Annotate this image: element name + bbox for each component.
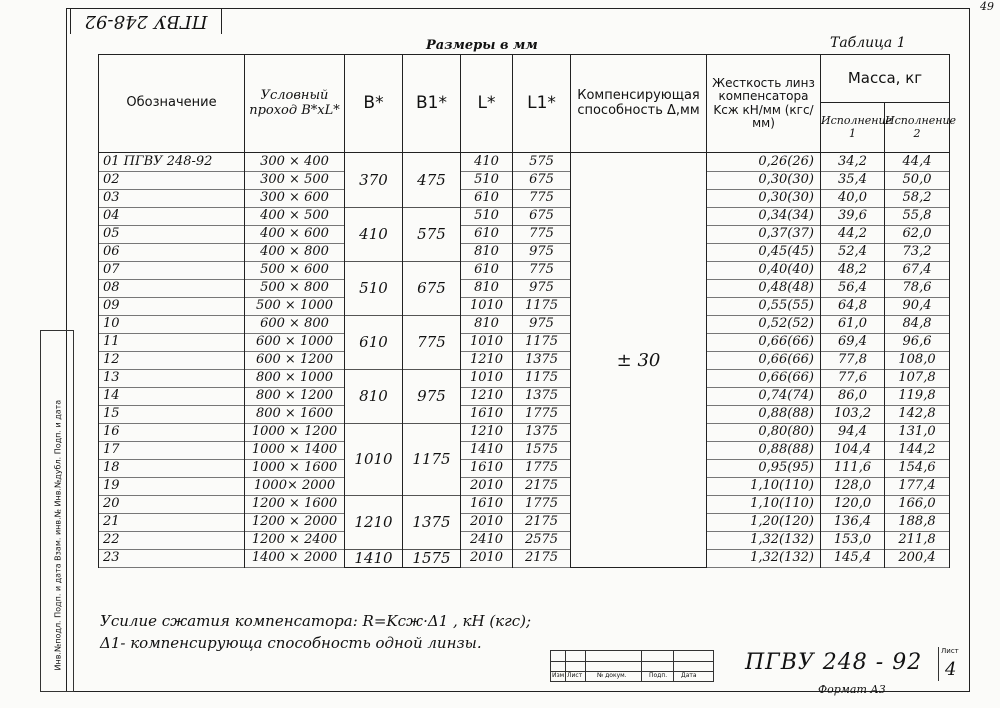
row-l1: 1775 <box>513 459 570 478</box>
row-stiffness: 0,26(26) <box>707 153 820 172</box>
row-mass2: 67,4 <box>885 261 949 280</box>
row-passage: 1000 × 1200 <box>245 423 344 442</box>
b1-cell <box>403 153 460 567</box>
row-l: 1010 <box>461 333 512 352</box>
row-stiffness: 1,20(120) <box>707 513 820 532</box>
row-l: 1010 <box>461 297 512 316</box>
row-designation: 02 <box>99 171 244 190</box>
row-stiffness: 0,74(74) <box>707 387 820 406</box>
col-mass-v2: Исполнение 2 <box>885 103 950 153</box>
row-l: 610 <box>461 225 512 244</box>
row-mass1: 44,2 <box>821 225 884 244</box>
row-l: 610 <box>461 189 512 208</box>
group-b: 1210 <box>354 513 393 531</box>
row-l1: 1175 <box>513 297 570 316</box>
group-b: 1010 <box>354 450 393 468</box>
row-designation: 21 <box>99 513 244 532</box>
table-name: Таблица 1 <box>830 35 906 51</box>
row-l: 1010 <box>461 369 512 388</box>
stamp-label-izm: Изм <box>552 672 565 679</box>
passage-cell <box>245 153 344 567</box>
col-l: L* <box>461 55 513 153</box>
row-designation: 04 <box>99 207 244 226</box>
row-stiffness: 0,45(45) <box>707 243 820 262</box>
group-b: 370 <box>359 171 388 189</box>
row-stiffness: 1,10(110) <box>707 495 820 514</box>
row-l1: 675 <box>513 207 570 226</box>
row-mass1: 111,6 <box>821 459 884 478</box>
row-designation: 17 <box>99 441 244 460</box>
document-code: ПГВУ 248 - 92 <box>745 650 923 675</box>
row-l: 510 <box>461 207 512 226</box>
row-passage: 1000 × 1600 <box>245 459 344 478</box>
row-designation: 05 <box>99 225 244 244</box>
row-mass2: 96,6 <box>885 333 949 352</box>
side-stamp <box>40 330 74 692</box>
row-passage: 500 × 800 <box>245 279 344 298</box>
group-b: 510 <box>359 279 388 297</box>
row-passage: 800 × 1200 <box>245 387 344 406</box>
row-l: 810 <box>461 315 512 334</box>
group-b1: 1575 <box>412 549 451 567</box>
row-mass2: 211,8 <box>885 531 949 550</box>
row-mass1: 39,6 <box>821 207 884 226</box>
row-stiffness: 1,10(110) <box>707 477 820 496</box>
row-designation: 09 <box>99 297 244 316</box>
row-l1: 975 <box>513 279 570 298</box>
group-b: 410 <box>359 225 388 243</box>
col-compensation: Компенсирующая способность Δ,мм <box>571 55 707 153</box>
stiffness-cell <box>707 153 820 567</box>
row-l: 1210 <box>461 387 512 406</box>
group-b1: 475 <box>417 171 446 189</box>
col-mass: Масса, кг <box>821 55 950 103</box>
row-mass2: 188,8 <box>885 513 949 532</box>
mass2-cell <box>885 153 949 567</box>
stamp-label-date: Дата <box>681 672 697 679</box>
row-stiffness: 0,40(40) <box>707 261 820 280</box>
col-b1: B1* <box>403 55 461 153</box>
stamp-label-sign: Подп. <box>649 672 668 679</box>
row-mass2: 166,0 <box>885 495 949 514</box>
row-l: 2410 <box>461 531 512 550</box>
row-passage: 1200 × 2400 <box>245 531 344 550</box>
row-passage: 1000× 2000 <box>245 477 344 496</box>
row-stiffness: 1,32(132) <box>707 531 820 550</box>
compensation-cell <box>571 153 706 567</box>
format-label: Формат А3 <box>818 683 886 696</box>
note-1: Усилие сжатия компенсатора: R=Kсж·Δ1 , кН (кгс); <box>100 612 532 630</box>
row-mass2: 200,4 <box>885 549 949 568</box>
row-l: 810 <box>461 279 512 298</box>
row-l: 2010 <box>461 513 512 532</box>
row-mass2: 44,4 <box>885 153 949 172</box>
row-mass1: 56,4 <box>821 279 884 298</box>
row-stiffness: 0,66(66) <box>707 351 820 370</box>
row-mass1: 77,8 <box>821 351 884 370</box>
row-l1: 2175 <box>513 549 570 568</box>
row-mass2: 108,0 <box>885 351 949 370</box>
row-l1: 575 <box>513 153 570 172</box>
row-passage: 600 × 1200 <box>245 351 344 370</box>
row-l1: 1175 <box>513 369 570 388</box>
row-stiffness: 1,32(132) <box>707 549 820 568</box>
row-stiffness: 0,37(37) <box>707 225 820 244</box>
row-designation: 20 <box>99 495 244 514</box>
row-passage: 300 × 400 <box>245 153 344 172</box>
row-l1: 2175 <box>513 513 570 532</box>
row-l1: 1175 <box>513 333 570 352</box>
data-table <box>98 54 957 568</box>
designation-cell <box>99 153 244 567</box>
row-mass2: 131,0 <box>885 423 949 442</box>
sheet-number: 4 <box>945 659 957 680</box>
row-designation: 15 <box>99 405 244 424</box>
col-b: B* <box>345 55 403 153</box>
row-stiffness: 0,95(95) <box>707 459 820 478</box>
group-b1: 1175 <box>412 450 451 468</box>
row-stiffness: 0,80(80) <box>707 423 820 442</box>
col-designation: Обозначение <box>99 55 245 153</box>
row-mass2: 177,4 <box>885 477 949 496</box>
row-l: 1610 <box>461 405 512 424</box>
row-stiffness: 0,66(66) <box>707 333 820 352</box>
group-b1: 1375 <box>412 513 451 531</box>
notes <box>100 610 531 654</box>
stamp-label-list: Лист <box>567 672 583 679</box>
note-2: Δ1- компенсирующа способность одной линзы. <box>100 634 482 652</box>
row-designation: 13 <box>99 369 244 388</box>
row-mass2: 73,2 <box>885 243 949 262</box>
group-b1: 975 <box>417 387 446 405</box>
row-mass1: 136,4 <box>821 513 884 532</box>
row-l1: 975 <box>513 243 570 262</box>
row-stiffness: 0,34(34) <box>707 207 820 226</box>
row-passage: 800 × 1000 <box>245 369 344 388</box>
row-l: 810 <box>461 243 512 262</box>
row-designation: 12 <box>99 351 244 370</box>
row-passage: 400 × 500 <box>245 207 344 226</box>
row-mass2: 58,2 <box>885 189 949 208</box>
row-l1: 2175 <box>513 477 570 496</box>
row-mass1: 104,4 <box>821 441 884 460</box>
row-designation: 03 <box>99 189 244 208</box>
row-mass1: 48,2 <box>821 261 884 280</box>
col-l1: L1* <box>513 55 571 153</box>
row-passage: 400 × 800 <box>245 243 344 262</box>
row-l1: 1375 <box>513 351 570 370</box>
row-mass1: 61,0 <box>821 315 884 334</box>
row-designation: 18 <box>99 459 244 478</box>
col-mass-v1: Исполнение 1 <box>821 103 885 153</box>
row-l1: 675 <box>513 171 570 190</box>
row-mass1: 153,0 <box>821 531 884 550</box>
row-passage: 1200 × 2000 <box>245 513 344 532</box>
row-mass2: 154,6 <box>885 459 949 478</box>
row-l1: 1375 <box>513 423 570 442</box>
row-l: 610 <box>461 261 512 280</box>
row-l1: 1375 <box>513 387 570 406</box>
col-nominal-passage: Условный проход B*xL* <box>245 55 345 153</box>
row-mass1: 40,0 <box>821 189 884 208</box>
row-l1: 975 <box>513 315 570 334</box>
revision-grid <box>550 650 714 682</box>
row-stiffness: 0,55(55) <box>707 297 820 316</box>
group-b1: 675 <box>417 279 446 297</box>
group-b1: 775 <box>417 333 446 351</box>
group-b: 810 <box>359 387 388 405</box>
row-stiffness: 0,88(88) <box>707 405 820 424</box>
row-mass2: 144,2 <box>885 441 949 460</box>
side-stamp-text: Инв.№подл. Подп. и дата Взам. инв.№ Инв.№дубл. Подп. и дата <box>53 399 63 671</box>
dimensions-note: Размеры в мм <box>426 38 538 53</box>
row-passage: 1200 × 1600 <box>245 495 344 514</box>
row-designation: 01 ПГВУ 248-92 <box>99 153 244 172</box>
row-l1: 1775 <box>513 405 570 424</box>
row-mass2: 107,8 <box>885 369 949 388</box>
row-l1: 775 <box>513 189 570 208</box>
row-stiffness: 0,88(88) <box>707 441 820 460</box>
b-cell <box>345 153 402 567</box>
row-l: 2010 <box>461 549 512 568</box>
l1-cell <box>513 153 570 567</box>
row-l: 1610 <box>461 459 512 478</box>
row-passage: 400 × 600 <box>245 225 344 244</box>
row-designation: 16 <box>99 423 244 442</box>
row-designation: 10 <box>99 315 244 334</box>
row-l1: 2575 <box>513 531 570 550</box>
row-l: 2010 <box>461 477 512 496</box>
row-passage: 500 × 600 <box>245 261 344 280</box>
sheet-box <box>938 647 965 681</box>
row-designation: 23 <box>99 549 244 568</box>
row-designation: 11 <box>99 333 244 352</box>
row-passage: 500 × 1000 <box>245 297 344 316</box>
l-cell <box>461 153 512 567</box>
row-mass1: 128,0 <box>821 477 884 496</box>
row-passage: 1400 × 2000 <box>245 549 344 568</box>
group-b: 1410 <box>354 549 393 567</box>
page-number: 49 <box>980 0 994 13</box>
row-mass1: 103,2 <box>821 405 884 424</box>
row-designation: 22 <box>99 531 244 550</box>
row-passage: 800 × 1600 <box>245 405 344 424</box>
row-mass1: 35,4 <box>821 171 884 190</box>
row-mass1: 86,0 <box>821 387 884 406</box>
row-l: 410 <box>461 153 512 172</box>
row-designation: 08 <box>99 279 244 298</box>
row-designation: 07 <box>99 261 244 280</box>
row-designation: 14 <box>99 387 244 406</box>
row-l1: 1575 <box>513 441 570 460</box>
row-mass2: 84,8 <box>885 315 949 334</box>
row-stiffness: 0,52(52) <box>707 315 820 334</box>
row-designation: 06 <box>99 243 244 262</box>
row-l: 1410 <box>461 441 512 460</box>
col-stiffness: Жесткость линз компенсатора Kсж кН/мм (кгс/мм) <box>707 55 821 153</box>
row-passage: 1000 × 1400 <box>245 441 344 460</box>
compensation-value: ± 30 <box>616 349 661 371</box>
row-mass1: 52,4 <box>821 243 884 262</box>
row-mass2: 78,6 <box>885 279 949 298</box>
mass1-cell <box>821 153 884 567</box>
row-stiffness: 0,66(66) <box>707 369 820 388</box>
row-l1: 1775 <box>513 495 570 514</box>
row-l1: 775 <box>513 261 570 280</box>
row-designation: 19 <box>99 477 244 496</box>
row-passage: 300 × 600 <box>245 189 344 208</box>
row-passage: 600 × 1000 <box>245 333 344 352</box>
row-mass2: 90,4 <box>885 297 949 316</box>
row-l1: 775 <box>513 225 570 244</box>
row-passage: 600 × 800 <box>245 315 344 334</box>
row-mass1: 64,8 <box>821 297 884 316</box>
row-stiffness: 0,48(48) <box>707 279 820 298</box>
row-mass2: 62,0 <box>885 225 949 244</box>
row-mass1: 145,4 <box>821 549 884 568</box>
row-mass2: 55,8 <box>885 207 949 226</box>
row-l: 1210 <box>461 351 512 370</box>
row-l: 510 <box>461 171 512 190</box>
row-mass1: 77,6 <box>821 369 884 388</box>
row-stiffness: 0,30(30) <box>707 171 820 190</box>
row-mass2: 119,8 <box>885 387 949 406</box>
row-passage: 300 × 500 <box>245 171 344 190</box>
row-mass1: 120,0 <box>821 495 884 514</box>
group-b1: 575 <box>417 225 446 243</box>
top-code-box: ПГВУ 248-92 <box>70 8 222 34</box>
row-mass2: 50,0 <box>885 171 949 190</box>
sheet-label: Лист <box>941 647 959 655</box>
row-l: 1210 <box>461 423 512 442</box>
stamp-label-doc: № докум. <box>597 672 627 679</box>
row-l: 1610 <box>461 495 512 514</box>
group-b: 610 <box>359 333 388 351</box>
row-mass1: 69,4 <box>821 333 884 352</box>
row-mass1: 94,4 <box>821 423 884 442</box>
row-mass1: 34,2 <box>821 153 884 172</box>
row-stiffness: 0,30(30) <box>707 189 820 208</box>
row-mass2: 142,8 <box>885 405 949 424</box>
